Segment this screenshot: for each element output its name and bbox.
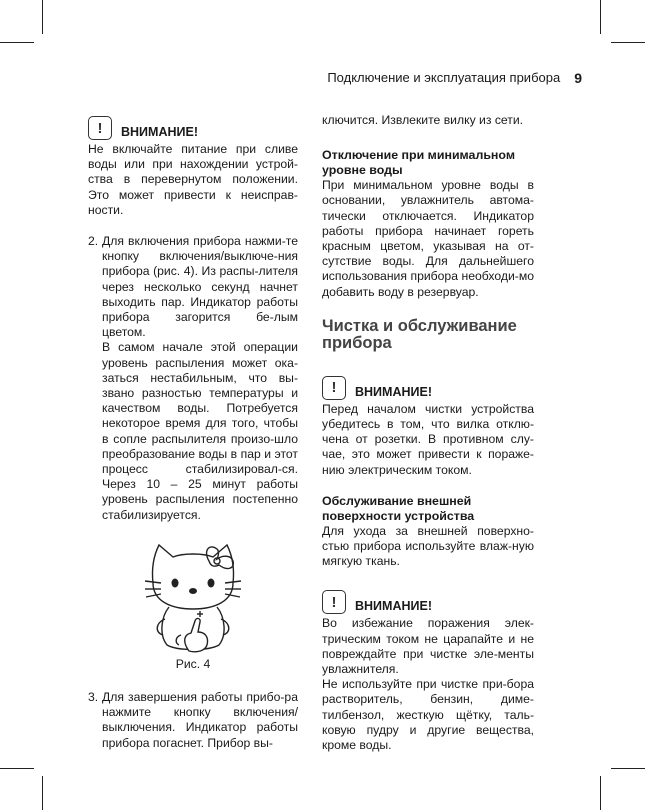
hello-kitty-illustration <box>143 537 243 655</box>
paragraph: Для ухода за внешней поверхно-стью прибора используйте влаж-ную мягкую ткань. <box>322 523 534 569</box>
warning-icon: ! <box>322 376 346 400</box>
continuation-text: ключится. Извлеките вилку из сети. <box>322 113 524 127</box>
warning-text: Не используйте при чистке при-бора растворитель, бензин, диме-тилбензол, жесткую щётку, таль-ковую пудру и другие вещества, кроме воды. <box>322 677 534 753</box>
crop-mark <box>0 42 34 43</box>
list-number: 3. <box>88 690 99 705</box>
right-column <box>322 113 534 753</box>
warning-title: ВНИМАНИЕ! <box>121 124 198 139</box>
warning-heading <box>88 113 298 140</box>
warning-text: Перед началом чистки устройства убедитесь в том, что вилка отклю-чена от розетки. В противном слу-чае, это может привести к пораже-нию электрическим током. <box>322 401 534 477</box>
crop-mark <box>611 768 645 769</box>
figure-caption: Рис. 4 <box>175 656 211 671</box>
crop-mark <box>611 42 645 43</box>
warning-heading <box>322 373 534 400</box>
crop-mark <box>0 768 34 769</box>
list-number: 2. <box>88 234 99 249</box>
crop-mark <box>42 776 43 810</box>
warning-text: Во избежание поражения элек-трическим током не царапайте и не повреждайте при чистке эле-менты увлажнителя. <box>322 616 534 677</box>
figure-4 <box>88 537 298 672</box>
warning-heading <box>322 587 534 614</box>
page-header <box>300 70 582 86</box>
list-text: В самом начале этой операции уровень распыления может ока-заться нестабильным, что вы-звано разностью температуры и качеством воды. Потребуется некоторое время для того, чтобы в сопле распылителя произо-шло преобразование воды в пар и этот процесс стабилизировал-ся. Через 10 – 25 минут работы уровень распыления постепенно стабилизируется. <box>102 340 298 522</box>
section-title: Чистка и обслуживание прибора <box>322 316 517 352</box>
subheading: Обслуживание внешней поверхности устройства <box>322 493 475 523</box>
warning-icon: ! <box>322 590 346 614</box>
header-title: Подключение и эксплуатация прибора <box>327 70 561 85</box>
list-item <box>88 690 298 751</box>
warning-text: Не включайте питание при сливе воды или при нахождении устрой-ства в перевернутом положении. Это может привести к неисправ-ности. <box>88 142 298 217</box>
list-text: Для включения прибора нажми-те кнопку включения/выключе-ния прибора (рис. 4). Из распы-лителя через несколько секунд начнет выходить пар. Индикатор работы прибора загорится бе-лым цветом. <box>102 234 298 340</box>
list-item <box>88 234 298 523</box>
page-number: 9 <box>574 70 582 86</box>
warning-icon: ! <box>88 116 112 140</box>
warning-title: ВНИМАНИЕ! <box>355 384 432 399</box>
crop-mark <box>42 0 43 34</box>
paragraph: При минимальном уровне воды в основании, увлажнитель автома-тически отключается. Индикатор работы прибора начинает гореть красным цветом, указывая на от-сутствие воды. Для дальнейшего использования прибора необходи-мо добавить воду в резервуар. <box>322 178 534 299</box>
warning-title: ВНИМАНИЕ! <box>355 599 432 614</box>
list-text: Для завершения работы прибо-ра нажмите кнопку включения/ выключения. Индикатор работы прибора погаснет. Прибор вы- <box>102 690 298 750</box>
left-column <box>88 113 298 751</box>
subheading: Отключение при минимальном уровне воды <box>322 148 515 178</box>
crop-mark <box>600 0 601 34</box>
crop-mark <box>600 776 601 810</box>
